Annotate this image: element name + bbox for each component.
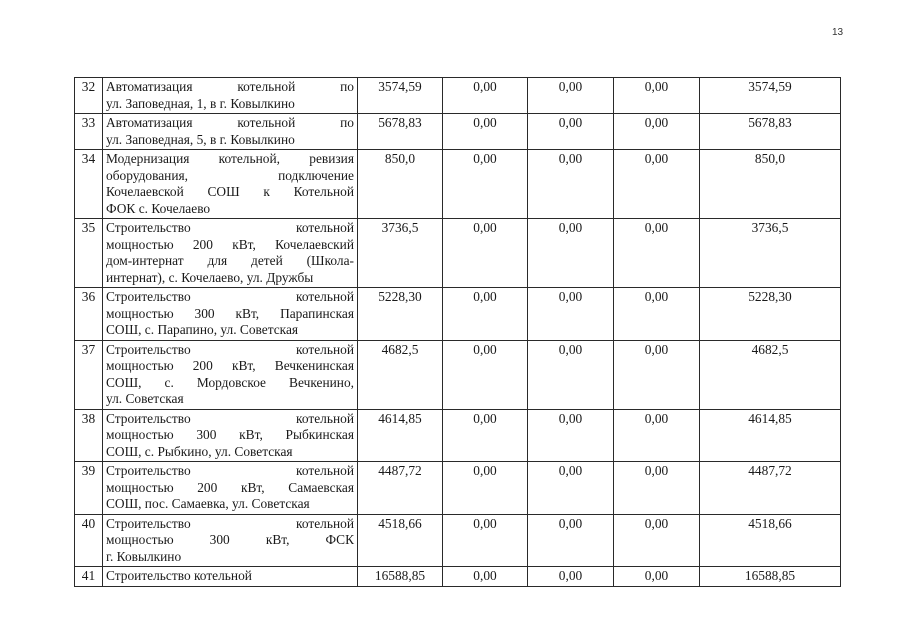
budget-table: [74, 77, 841, 587]
amount-cell-1: 3574,59: [358, 78, 443, 114]
table-body: [75, 78, 841, 587]
table-row: [75, 409, 841, 462]
table-row: [75, 567, 841, 587]
amount-cell-2: 0,00: [443, 150, 528, 219]
amount-cell-3: 0,00: [528, 340, 614, 409]
amount-cell-1: 850,0: [358, 150, 443, 219]
object-name-line: ул. Советская: [106, 391, 184, 406]
total-amount: 3574,59: [700, 78, 841, 114]
object-name-line: мощностью 300 кВт, ФСК: [106, 532, 354, 547]
amount-cell-2: 0,00: [443, 78, 528, 114]
amount-cell-1: 3736,5: [358, 219, 443, 288]
object-name-line: Автоматизация котельной по: [106, 79, 354, 94]
amount-cell-3: 0,00: [528, 219, 614, 288]
row-number: 41: [75, 567, 103, 587]
table-row: [75, 340, 841, 409]
amount-cell-4: 0,00: [614, 219, 700, 288]
row-number: 36: [75, 288, 103, 341]
total-amount: 3736,5: [700, 219, 841, 288]
amount-cell-2: 0,00: [443, 514, 528, 567]
object-name-line: Строительство котельной: [106, 463, 354, 478]
total-amount: 16588,85: [700, 567, 841, 587]
object-name-line: оборудования, подключение: [106, 167, 354, 183]
amount-cell-2: 0,00: [443, 219, 528, 288]
amount-cell-4: 0,00: [614, 150, 700, 219]
amount-cell-1: 16588,85: [358, 567, 443, 587]
object-name: [103, 514, 358, 567]
object-name-line: ФОК с. Кочелаево: [106, 200, 211, 216]
row-number: 35: [75, 219, 103, 288]
table-row: [75, 78, 841, 114]
amount-cell-1: 4682,5: [358, 340, 443, 409]
object-name-line: ул. Заповедная, 1, в г. Ковылкино: [106, 95, 295, 111]
table-row: [75, 288, 841, 341]
row-number: 40: [75, 514, 103, 567]
table-row: [75, 462, 841, 515]
amount-cell-2: 0,00: [443, 409, 528, 462]
amount-cell-2: 0,00: [443, 114, 528, 150]
row-number: 38: [75, 409, 103, 462]
object-name: [103, 78, 358, 114]
object-name: [103, 567, 358, 587]
amount-cell-4: 0,00: [614, 340, 700, 409]
amount-cell-1: 5678,83: [358, 114, 443, 150]
amount-cell-2: 0,00: [443, 567, 528, 587]
amount-cell-3: 0,00: [528, 114, 614, 150]
row-number: 32: [75, 78, 103, 114]
object-name-line: Строительство котельной: [106, 410, 354, 426]
object-name-line: Строительство котельной: [106, 341, 354, 357]
object-name: [103, 340, 358, 409]
page-number: 13: [832, 27, 844, 38]
object-name: [103, 114, 358, 150]
object-name-line: СОШ, пос. Самаевка, ул. Советская: [106, 496, 310, 511]
object-name-line: интернат), с. Кочелаево, ул. Дружбы: [106, 269, 314, 285]
amount-cell-1: 4487,72: [358, 462, 443, 515]
object-name-line: Модернизация котельной, ревизия: [106, 151, 354, 166]
object-name-line: мощностью 200 кВт, Вечкенинская: [106, 358, 354, 373]
object-name-line: дом-интернат для детей (Школа-: [106, 253, 354, 268]
amount-cell-4: 0,00: [614, 462, 700, 515]
object-name: [103, 150, 358, 219]
amount-cell-4: 0,00: [614, 114, 700, 150]
total-amount: 5678,83: [700, 114, 841, 150]
amount-cell-1: 4518,66: [358, 514, 443, 567]
amount-cell-4: 0,00: [614, 567, 700, 587]
amount-cell-3: 0,00: [528, 150, 614, 219]
amount-cell-4: 0,00: [614, 409, 700, 462]
row-number: 34: [75, 150, 103, 219]
table-row: [75, 150, 841, 219]
amount-cell-3: 0,00: [528, 288, 614, 341]
amount-cell-2: 0,00: [443, 462, 528, 515]
total-amount: 4518,66: [700, 514, 841, 567]
total-amount: 4614,85: [700, 409, 841, 462]
object-name: [103, 288, 358, 341]
total-amount: 4682,5: [700, 340, 841, 409]
amount-cell-3: 0,00: [528, 567, 614, 587]
amount-cell-1: 5228,30: [358, 288, 443, 341]
object-name: [103, 219, 358, 288]
object-name-line: мощностью 300 кВт, Рыбкинская: [106, 427, 354, 442]
amount-cell-3: 0,00: [528, 514, 614, 567]
object-name-line: СОШ, с. Мордовское Вечкенино,: [106, 374, 354, 390]
total-amount: 850,0: [700, 150, 841, 219]
object-name-line: Кочелаевской СОШ к Котельной: [106, 184, 354, 199]
table-row: [75, 514, 841, 567]
object-name-line: Строительство котельной: [106, 220, 354, 235]
object-name-line: ул. Заповедная, 5, в г. Ковылкино: [106, 131, 295, 147]
amount-cell-3: 0,00: [528, 462, 614, 515]
object-name-line: мощностью 300 кВт, Парапинская: [106, 305, 354, 321]
amount-cell-3: 0,00: [528, 409, 614, 462]
object-name-line: Автоматизация котельной по: [106, 115, 354, 130]
object-name-line: СОШ, с. Парапино, ул. Советская: [106, 322, 299, 337]
table-row: [75, 219, 841, 288]
amount-cell-4: 0,00: [614, 78, 700, 114]
total-amount: 5228,30: [700, 288, 841, 341]
object-name-line: Строительство котельной: [106, 515, 354, 531]
object-name-line: Строительство котельной: [106, 568, 252, 583]
amount-cell-1: 4614,85: [358, 409, 443, 462]
amount-cell-2: 0,00: [443, 340, 528, 409]
object-name-line: г. Ковылкино: [106, 548, 182, 564]
row-number: 39: [75, 462, 103, 515]
table-row: [75, 114, 841, 150]
object-name-line: мощностью 200 кВт, Самаевская: [106, 479, 354, 495]
object-name-line: мощностью 200 кВт, Кочелаевский: [106, 236, 354, 252]
amount-cell-4: 0,00: [614, 288, 700, 341]
object-name-line: Строительство котельной: [106, 289, 354, 304]
total-amount: 4487,72: [700, 462, 841, 515]
object-name: [103, 409, 358, 462]
amount-cell-2: 0,00: [443, 288, 528, 341]
row-number: 33: [75, 114, 103, 150]
object-name: [103, 462, 358, 515]
amount-cell-4: 0,00: [614, 514, 700, 567]
amount-cell-3: 0,00: [528, 78, 614, 114]
row-number: 37: [75, 340, 103, 409]
object-name-line: СОШ, с. Рыбкино, ул. Советская: [106, 443, 293, 459]
